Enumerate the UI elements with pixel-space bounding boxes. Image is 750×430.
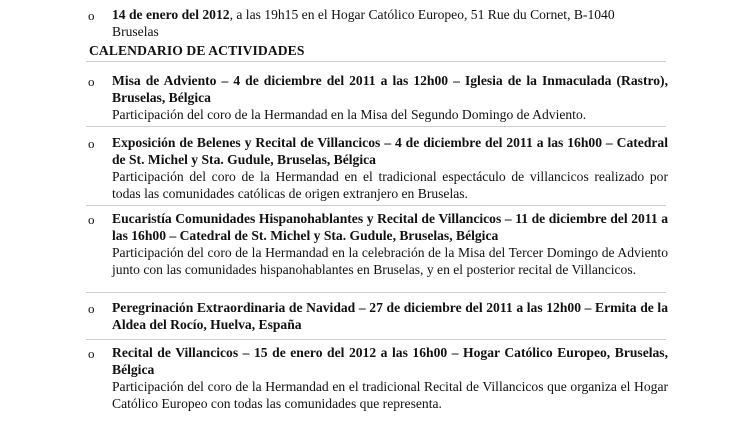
list-bullet: o — [88, 8, 95, 23]
list-bullet: o — [88, 136, 95, 151]
top-item-line2: Bruselas — [112, 24, 159, 39]
activity-title: Exposición de Belenes y Recital de Villancicos – 4 de diciembre del 2011 a las 16h00 – Catedral de St. Michel y Sta. Gudule, Bruselas, Bélgica — [112, 135, 668, 167]
list-bullet: o — [88, 212, 95, 227]
activity-item — [112, 299, 668, 333]
list-bullet: o — [88, 346, 95, 361]
activity-item — [112, 344, 668, 412]
activity-item — [112, 134, 668, 202]
divider — [86, 205, 666, 206]
divider — [86, 339, 666, 340]
divider — [86, 61, 666, 62]
activity-title: Peregrinación Extraordinaria de Navidad – 27 de diciembre del 2011 a las 12h00 – Ermita de la Aldea del Rocío, Huelva, España — [112, 300, 668, 332]
activity-description: Participación del coro de la Hermandad en el tradicional Recital de Villancicos que organiza el Hogar Católico Europeo con todas las comunidades que representa. — [112, 379, 668, 411]
activity-title: Misa de Adviento – 4 de diciembre del 2011 a las 12h00 – Iglesia de la Inmaculada (Rastro), Bruselas, Bélgica — [112, 73, 668, 105]
list-item-top — [112, 6, 668, 40]
activity-item — [112, 210, 668, 278]
activity-title: Eucaristía Comunidades Hispanohablantes y Recital de Villancicos – 11 de diciembre del 2011 a las 16h00 – Catedral de St. Michel y Sta. Gudule, Bruselas, Bélgica — [112, 211, 668, 243]
activity-title: Recital de Villancicos – 15 de enero del 2012 a las 16h00 – Hogar Católico Europeo, Bruselas, Bélgica — [112, 345, 668, 377]
activity-description: Participación del coro de la Hermandad en la celebración de la Misa del Tercer Domingo de Adviento junto con las comunidades hispanohablantes en Bruselas, y en el posterior recital de Villancicos. — [112, 245, 668, 277]
divider — [86, 126, 666, 127]
divider — [86, 292, 666, 293]
activity-description: Participación del coro de la Hermandad en la Misa del Segundo Domingo de Adviento. — [112, 107, 587, 122]
top-item-line — [112, 6, 668, 23]
top-item-rest: , a las 19h15 en el Hogar Católico Europeo, 51 Rue du Cornet, B-1040 — [229, 7, 615, 22]
top-item-date: 14 de enero del 2012 — [112, 7, 230, 22]
list-bullet: o — [88, 301, 95, 316]
section-heading: CALENDARIO DE ACTIVIDADES — [89, 43, 305, 58]
activity-item — [112, 72, 668, 123]
list-bullet: o — [88, 74, 95, 89]
activity-description: Participación del coro de la Hermandad en el tradicional espectáculo de villancicos realizado por todas las comunidades católicas de origen extranjero en Bruselas. — [112, 169, 668, 201]
